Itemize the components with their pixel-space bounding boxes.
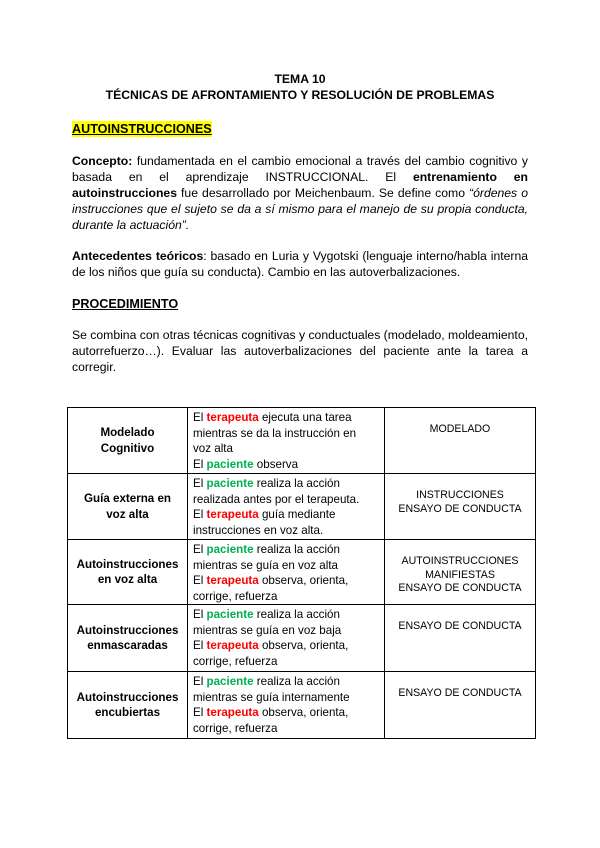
technique-name-line: voz alta bbox=[106, 507, 149, 521]
description-cell bbox=[188, 540, 385, 605]
technique-name-cell bbox=[68, 474, 188, 540]
el-word: El bbox=[193, 608, 207, 621]
paciente-word: paciente bbox=[206, 477, 254, 490]
technique-type-cell bbox=[385, 605, 536, 672]
technique-name-cell bbox=[68, 408, 188, 474]
technique-type-line: ENSAYO DE CONDUCTA bbox=[398, 687, 522, 699]
description-text: observa bbox=[253, 457, 299, 471]
description-cell bbox=[188, 408, 385, 474]
description-line bbox=[193, 638, 379, 654]
technique-type-line: AUTOINSTRUCCIONES bbox=[401, 555, 519, 567]
el-word: El bbox=[193, 706, 207, 719]
table-row bbox=[68, 540, 536, 605]
antecedentes-paragraph bbox=[72, 248, 528, 280]
el-word: El bbox=[193, 411, 207, 424]
el-word: El bbox=[193, 675, 207, 688]
table-row bbox=[68, 605, 536, 672]
technique-name-line: en voz alta bbox=[97, 573, 158, 586]
description-line: instrucciones en voz alta. bbox=[193, 523, 324, 537]
description-text: realiza la acción bbox=[253, 608, 340, 621]
el-word: El bbox=[193, 477, 207, 490]
description-line: corrige, refuerza bbox=[193, 589, 278, 603]
description-line: mientras se guía internamente bbox=[193, 690, 350, 704]
technique-type-cell bbox=[385, 408, 536, 474]
concepto-text-2: fue desarrollado por Meichenbaum. Se define como bbox=[176, 186, 470, 200]
terapeuta-word: terapeuta bbox=[206, 508, 259, 521]
technique-name-line: enmascaradas bbox=[87, 639, 168, 652]
description-text: realiza la acción bbox=[253, 543, 340, 556]
page-title: TEMA 10 bbox=[274, 72, 326, 86]
concepto-paragraph bbox=[72, 153, 528, 233]
technique-type-line: MANIFIESTAS bbox=[425, 568, 495, 581]
technique-name-line: encubiertas bbox=[94, 706, 161, 719]
description-text: observa, orienta, bbox=[258, 574, 349, 587]
technique-name-cell bbox=[68, 605, 188, 672]
description-line: corrige, refuerza bbox=[193, 654, 278, 668]
el-word: El bbox=[193, 639, 207, 652]
el-word: El bbox=[193, 543, 207, 556]
technique-name-line: Cognitivo bbox=[100, 441, 155, 455]
description-text: guía mediante bbox=[258, 508, 336, 521]
technique-type-line: MODELADO bbox=[429, 423, 491, 435]
description-line bbox=[193, 705, 379, 721]
antecedentes-text: : basado en Luria y Vygotski (lenguaje interno/habla interna de los niños que guía su conducta). Cambio en las autoverbalizaciones. bbox=[72, 249, 528, 279]
description-line: mientras se guía en voz alta bbox=[193, 558, 339, 572]
description-line bbox=[193, 674, 379, 690]
concepto-label: Concepto: bbox=[72, 154, 133, 168]
description-text: observa, orienta, bbox=[258, 639, 349, 652]
description-line: mientras se guía en voz baja bbox=[193, 623, 342, 637]
table-row bbox=[68, 408, 536, 474]
description-text: ejecuta una tarea bbox=[258, 411, 352, 424]
technique-type-cell bbox=[385, 540, 536, 605]
section-heading-autoinstrucciones: AUTOINSTRUCCIONES bbox=[72, 122, 212, 136]
antecedentes-label: Antecedentes teóricos bbox=[72, 249, 204, 263]
table-row bbox=[68, 672, 536, 739]
paciente-word: paciente bbox=[206, 543, 254, 556]
concepto-quote: “órdenes o instrucciones que el sujeto se da a sí mismo para el manejo de su propia conducta, durante la actuación”. bbox=[72, 186, 528, 232]
description-line: corrige, refuerza bbox=[193, 721, 278, 735]
technique-name-line: Modelado bbox=[100, 426, 155, 439]
technique-type-line: INSTRUCCIONES bbox=[416, 489, 504, 501]
technique-type-line: ENSAYO DE CONDUCTA bbox=[398, 502, 522, 515]
description-cell bbox=[188, 474, 385, 540]
el-word: El bbox=[193, 457, 207, 471]
terapeuta-word: terapeuta bbox=[206, 574, 259, 587]
terapeuta-word: terapeuta bbox=[206, 706, 259, 719]
section-heading-procedimiento: PROCEDIMIENTO bbox=[72, 297, 179, 311]
technique-name-line: Autoinstrucciones bbox=[76, 690, 179, 704]
technique-name-line: Autoinstrucciones bbox=[76, 623, 179, 637]
description-text: realiza la acción bbox=[253, 675, 340, 688]
page-subtitle: TÉCNICAS DE AFRONTAMIENTO Y RESOLUCIÓN DE PROBLEMAS bbox=[105, 88, 495, 102]
procedimiento-paragraph: Se combina con otras técnicas cognitivas y conductuales (modelado, moldeamiento, autorrefuerzo…). Evaluar las autoverbalizaciones del paciente ante la tarea a corregir. bbox=[72, 328, 528, 374]
technique-type-cell bbox=[385, 672, 536, 739]
description-cell bbox=[188, 605, 385, 672]
description-text: observa, orienta, bbox=[258, 706, 349, 719]
concepto-text-1: fundamentada en el cambio emocional a través del cambio cognitivo y basada en el aprendizaje INSTRUCCIONAL. El bbox=[72, 154, 528, 184]
description-line bbox=[193, 410, 379, 426]
description-line bbox=[193, 607, 379, 623]
description-line bbox=[193, 573, 379, 589]
procedure-table bbox=[67, 407, 536, 739]
concepto-bold: entrenamiento en autoinstrucciones bbox=[72, 170, 528, 200]
technique-type-cell bbox=[385, 474, 536, 540]
terapeuta-word: terapeuta bbox=[206, 639, 259, 652]
technique-type-line: ENSAYO DE CONDUCTA bbox=[398, 620, 522, 632]
description-cell bbox=[188, 672, 385, 739]
terapeuta-word: terapeuta bbox=[206, 411, 259, 424]
description-line: mientras se da la instrucción en bbox=[193, 426, 357, 440]
description-line bbox=[193, 476, 379, 492]
description-line bbox=[193, 542, 379, 558]
technique-name-cell bbox=[68, 672, 188, 739]
el-word: El bbox=[193, 508, 207, 521]
description-text: realiza la acción bbox=[253, 477, 340, 490]
description-line: realizada antes por el terapeuta. bbox=[193, 492, 360, 506]
description-line bbox=[193, 507, 379, 523]
description-line bbox=[193, 457, 379, 473]
technique-name-line: Guía externa en bbox=[84, 492, 171, 505]
table-row bbox=[68, 474, 536, 540]
technique-name-cell bbox=[68, 540, 188, 605]
technique-type-line: ENSAYO DE CONDUCTA bbox=[398, 582, 522, 594]
technique-name-line: Autoinstrucciones bbox=[76, 557, 179, 571]
el-word: El bbox=[193, 574, 207, 587]
paciente-word: paciente bbox=[206, 675, 254, 688]
description-line: voz alta bbox=[193, 442, 233, 455]
paciente-word: paciente bbox=[206, 608, 254, 621]
paciente-word: paciente bbox=[206, 457, 254, 471]
